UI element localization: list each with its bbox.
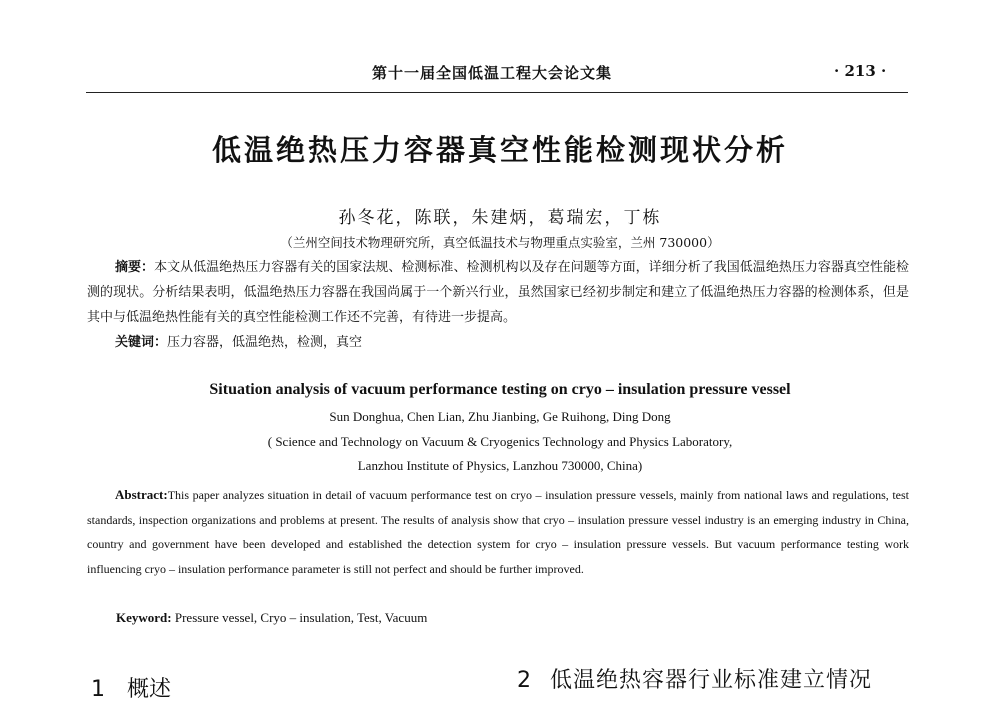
keywords-en-label: Keyword: xyxy=(116,610,172,625)
keywords-cn-text: 压力容器，低温绝热，检测，真空 xyxy=(167,335,363,350)
authors-en: Sun Donghua, Chen Lian, Zhu Jianbing, Ge Ruihong, Ding Dong xyxy=(329,409,671,424)
keywords-cn xyxy=(115,331,362,350)
keywords-en-text: Pressure vessel, Cryo – insulation, Test, Vacuum xyxy=(174,610,428,625)
paper-title-cn: 低温绝热压力容器真空性能检测现状分析 xyxy=(211,133,788,167)
paper-title-en: Situation analysis of vacuum performance testing on cryo – insulation pressure vessel xyxy=(209,381,791,398)
section-1-number: 1 xyxy=(91,677,105,702)
abstract-en-label: Abstract: xyxy=(115,487,168,502)
section-2-title: 低温绝热容器行业标准建立情况 xyxy=(550,668,873,693)
affiliation-cn: （兰州空间技术物理研究所，真空低温技术与物理重点实验室，兰州 730000） xyxy=(280,235,720,250)
abstract-en xyxy=(87,483,909,581)
affiliation-en-line2: Lanzhou Institute of Physics, Lanzhou 730000, China) xyxy=(357,458,643,473)
header-divider xyxy=(86,92,908,93)
abstract-en-text: This paper analyzes situation in detail of vacuum performance test on cryo – insulation pressure vessels, mainly from national laws and regulations, test standards, inspection organizations and problems at present. The results of analysis show that cryo – insulation pressure vessel industry is an emerging industry in China, country and government have been developed and established the detection system for cryo – insulation pressure vessels. But vacuum performance testing work influencing cryo – insulation performance parameter is still not perfect and should be further improved. xyxy=(87,488,909,576)
authors-cn: 孙冬花，陈联，朱建炳，葛瑞宏，丁栋 xyxy=(338,208,662,228)
section-heading-1 xyxy=(91,672,171,703)
abstract-cn-text: 本文从低温绝热压力容器有关的国家法规、检测标准、检测机构以及存在问题等方面，详细分析了我国低温绝热压力容器真空性能检测的现状。分析结果表明，低温绝热压力容器在我国尚属于一个新兴行业，虽然国家已经初步制定和建立了低温绝热压力容器的检测体系，但是其中与低温绝热性能有关的真空性能检测工作还不完善，有待进一步提高。 xyxy=(87,260,909,325)
running-header-journal: 第十一届全国低温工程大会论文集 xyxy=(372,64,613,82)
affiliation-en-line1: ( Science and Technology on Vacuum & Cryogenics Technology and Physics Laboratory, xyxy=(267,434,733,449)
abstract-cn-label: 摘要： xyxy=(115,260,155,275)
page-number: · 213 · xyxy=(834,62,887,80)
keywords-en xyxy=(116,610,427,626)
section-1-title: 概述 xyxy=(127,677,172,702)
section-heading-2 xyxy=(517,663,872,694)
abstract-cn xyxy=(87,255,909,330)
section-2-number: 2 xyxy=(517,668,532,693)
keywords-cn-label: 关键词： xyxy=(115,335,168,350)
